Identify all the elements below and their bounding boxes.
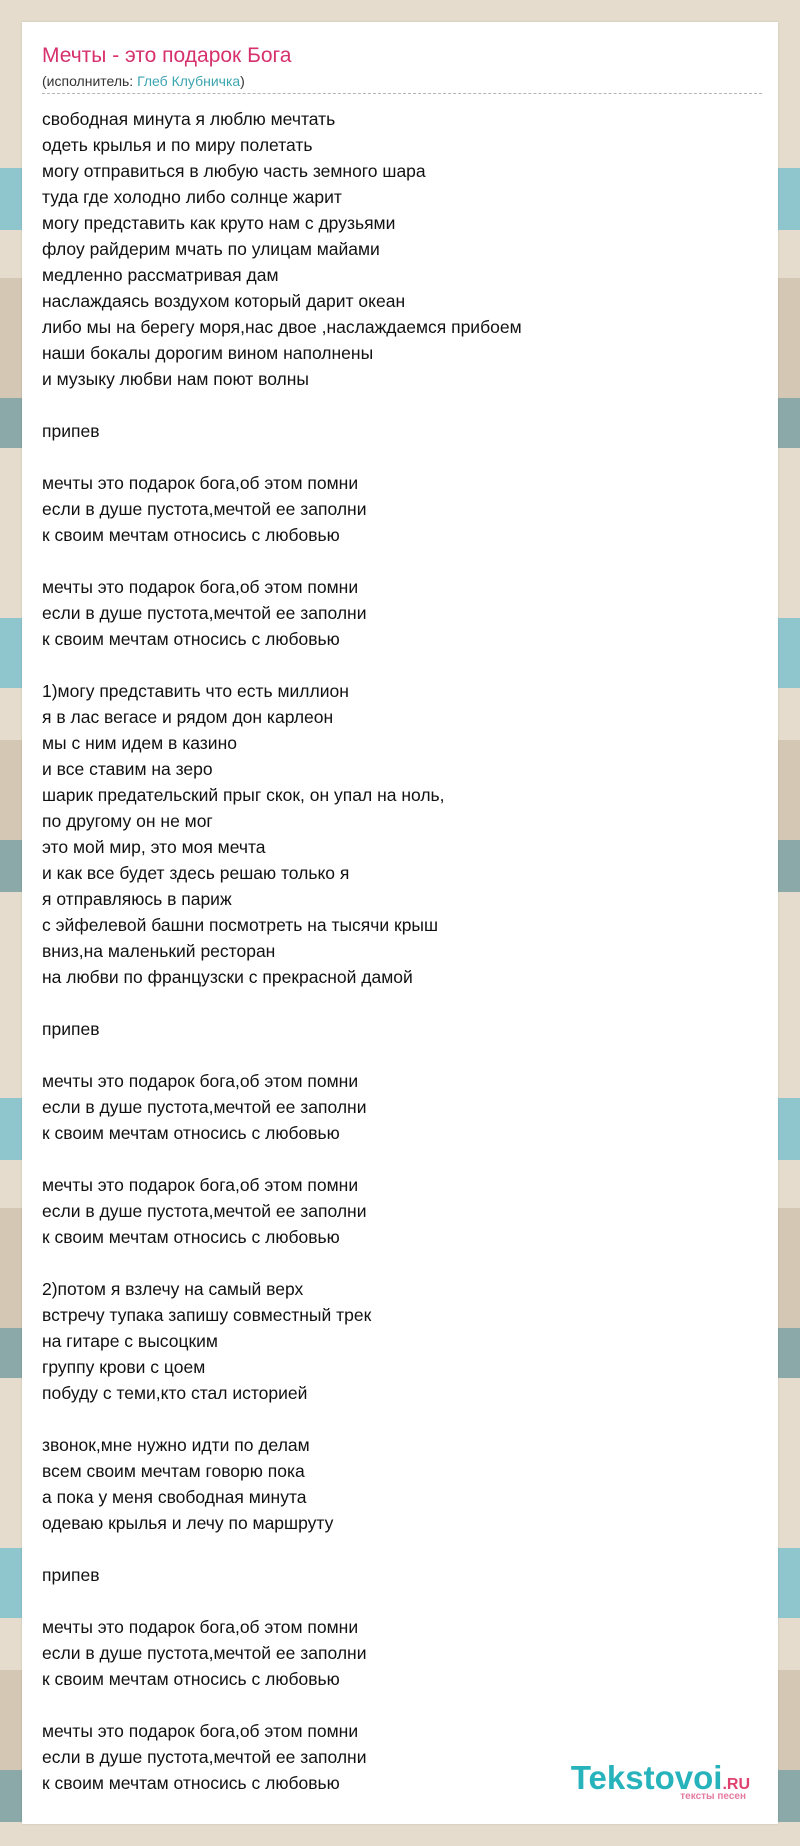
lyrics-text: свободная минута я люблю мечтать одеть крылья и по миру полетать могу отправиться в любую часть земного шара туда где холодно либо солнце жарит могу представить как круто нам с друзьями флоу райдерим мчать по улицам майами медленно рассматривая дам наслаждаясь воздухом который дарит океан либо мы на берегу моря,нас двое ,наслаждаемся прибоем наши бокалы дорогим вином наполнены и музыку любви нам поют волны припев мечты это подарок бога,об этом помни если в душе пустота,мечтой ее заполни к своим мечтам относись с любовью мечты это подарок бога,об этом помни если в душе пустота,мечтой ее заполни к своим мечтам относись с любовью 1)могу представить что есть миллион я в лас вегасе и рядом дон карлеон мы с ним идем в казино и все ставим на зеро шарик предательский прыг скок, он упал на ноль, по другому он не мог это мой мир, это моя мечта и как все будет здесь решаю только я я отправляюсь в париж с эйфелевой башни посмотреть на тысячи крыш вниз,на маленький ресторан на любви по французски с прекрасной дамой припев мечты это подарок бога,об этом помни если в душе пустота,мечтой ее заполни к своим мечтам относись с любовью мечты это подарок бога,об этом помни если в душе пустота,мечтой ее заполни к своим мечтам относись с любовью 2)потом я взлечу на самый верх встречу тупака запишу совместный трек на гитаре с высоцким группу крови с цоем побуду с теми,кто стал историей звонок,мне нужно идти по делам всем своим мечтам говорю пока а пока у меня свободная минута одеваю крылья и лечу по маршруту припев мечты это подарок бога,об этом помни если в душе пустота,мечтой ее заполни к своим мечтам относись с любовью мечты это подарок бога,об этом помни если в душе пустота,мечтой ее заполни к своим мечтам относись с любовью: [42, 109, 522, 1793]
performer-suffix: ): [240, 73, 245, 89]
performer-prefix: (исполнитель:: [42, 73, 138, 89]
performer-line: [42, 73, 245, 90]
lyrics-card: [22, 22, 778, 1824]
logo-name: Tekstovoi: [570, 1759, 723, 1796]
song-title: Мечты - это подарок Бога: [42, 44, 292, 67]
logo-tld: .RU: [722, 1776, 750, 1793]
artist-link[interactable]: Глеб Клубничка: [137, 73, 241, 89]
title-divider: [42, 93, 762, 94]
logo-tagline: тексты песен: [680, 1791, 746, 1802]
site-logo[interactable]: [571, 1761, 750, 1802]
